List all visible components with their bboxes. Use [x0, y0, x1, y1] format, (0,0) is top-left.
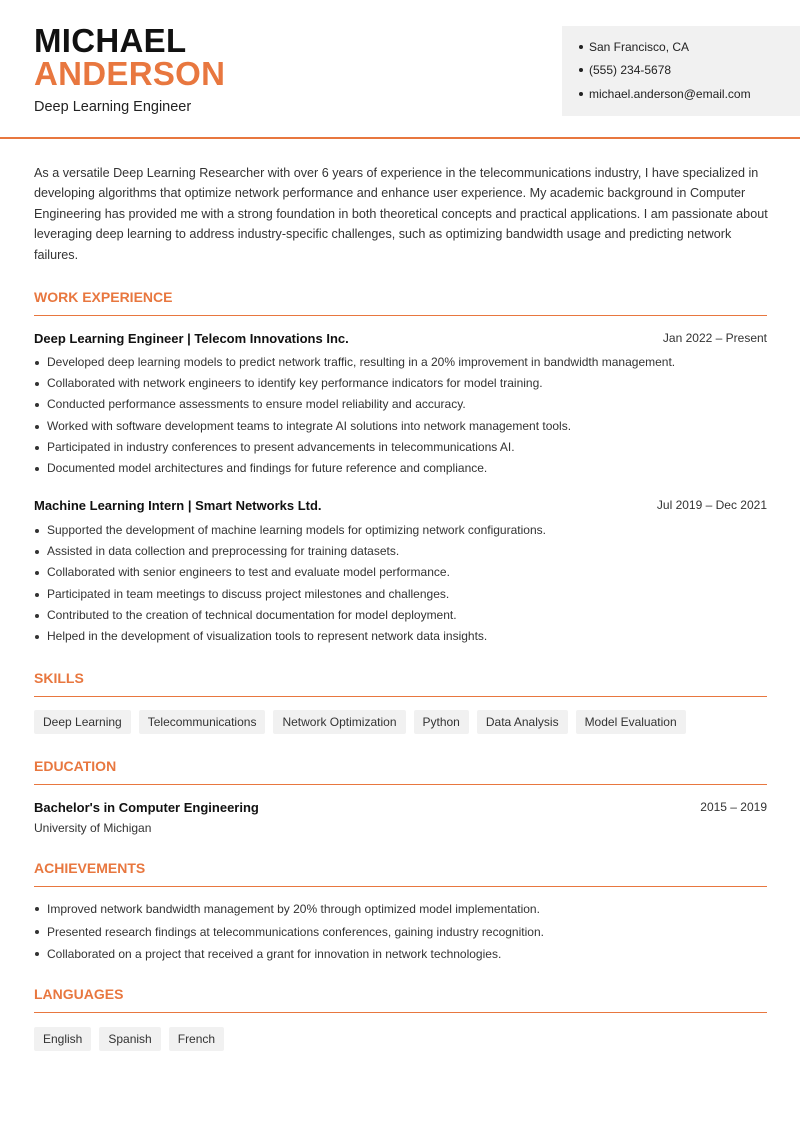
list-item: Worked with software development teams to integrate AI solutions into network management tools.: [34, 416, 774, 437]
language-tag: Spanish: [99, 1027, 160, 1051]
degree-title: Bachelor's in Computer Engineering: [34, 800, 259, 815]
list-item: Assisted in data collection and preprocessing for training datasets.: [34, 541, 774, 562]
job-dates: Jan 2022 – Present: [662, 331, 767, 345]
job-heading: Deep Learning Engineer | Telecom Innovations Inc.: [34, 331, 349, 346]
list-item: Documented model architectures and findings for future reference and compliance.: [34, 458, 774, 479]
language-tag: French: [169, 1027, 224, 1051]
list-item: Improved network bandwidth management by 20% through optimized model implementation.: [34, 898, 774, 921]
skill-tag: Model Evaluation: [576, 710, 686, 734]
skill-tag: Deep Learning: [34, 710, 131, 734]
section-title-work: WORK EXPERIENCE: [34, 289, 173, 305]
list-item: Collaborated with senior engineers to test and evaluate model performance.: [34, 562, 774, 583]
contact-phone: [579, 63, 671, 77]
skills-tags: [34, 710, 686, 734]
education-dates: 2015 – 2019: [700, 800, 767, 814]
bullet-icon: [579, 92, 583, 96]
list-item: Collaborated with network engineers to identify key performance indicators for model training.: [34, 373, 774, 394]
phone-text: (555) 234-5678: [589, 63, 672, 77]
section-divider: [34, 696, 767, 697]
section-divider: [34, 784, 767, 785]
language-tags: [34, 1027, 224, 1051]
contact-box: [562, 26, 800, 116]
job-heading: Machine Learning Intern | Smart Networks Ltd.: [34, 498, 322, 513]
section-divider: [34, 886, 767, 887]
list-item: Supported the development of machine learning models for optimizing network configurations.: [34, 520, 774, 541]
section-title-achievements: ACHIEVEMENTS: [34, 860, 146, 876]
email-text[interactable]: michael.anderson@email.com: [589, 87, 751, 101]
skill-tag: Python: [414, 710, 469, 734]
last-name: ANDERSON: [34, 55, 226, 92]
list-item: Collaborated on a project that received a grant for innovation in network technologies.: [34, 943, 774, 966]
section-title-education: EDUCATION: [34, 758, 117, 774]
resume-header: [0, 0, 800, 139]
section-title-languages: LANGUAGES: [34, 986, 124, 1002]
list-item: Presented research findings at telecommunications conferences, gaining industry recognition.: [34, 921, 774, 944]
summary-paragraph: As a versatile Deep Learning Researcher with over 6 years of experience in the telecommunications industry, I have specialized in developing algorithms that optimize network performance and enhance user experience. My academic background in Computer Engineering has provided me with a strong foundation in both theoretical concepts and practical applications. I am passionate about leveraging deep learning to address industry-specific challenges, such as optimizing bandwidth usage and predicting network failures.: [34, 166, 768, 262]
achievement-bullets: [34, 898, 774, 966]
job-bullets: [34, 352, 774, 479]
first-name: MICHAEL: [34, 22, 187, 59]
section-divider: [34, 315, 767, 316]
list-item: Developed deep learning models to predict network traffic, resulting in a 20% improvement in bandwidth management.: [34, 352, 774, 373]
job-dates: Jul 2019 – Dec 2021: [656, 498, 767, 512]
list-item: Conducted performance assessments to ensure model reliability and accuracy.: [34, 394, 774, 415]
job-title: Deep Learning Engineer: [34, 99, 192, 115]
contact-email[interactable]: [579, 87, 751, 101]
skill-tag: Network Optimization: [273, 710, 405, 734]
section-divider: [34, 1012, 767, 1013]
skill-tag: Telecommunications: [139, 710, 266, 734]
list-item: Helped in the development of visualization tools to represent network data insights.: [34, 626, 774, 647]
bullet-icon: [579, 45, 583, 49]
bullet-icon: [579, 68, 583, 72]
skill-tag: Data Analysis: [477, 710, 568, 734]
location-text: San Francisco, CA: [589, 40, 690, 54]
school-name: University of Michigan: [34, 821, 152, 835]
section-title-skills: SKILLS: [34, 670, 84, 686]
job-bullets: [34, 520, 774, 647]
contact-location: [579, 40, 689, 54]
list-item: Participated in industry conferences to present advancements in telecommunications AI.: [34, 437, 774, 458]
list-item: Contributed to the creation of technical documentation for model deployment.: [34, 605, 774, 626]
list-item: Participated in team meetings to discuss project milestones and challenges.: [34, 584, 774, 605]
language-tag: English: [34, 1027, 91, 1051]
